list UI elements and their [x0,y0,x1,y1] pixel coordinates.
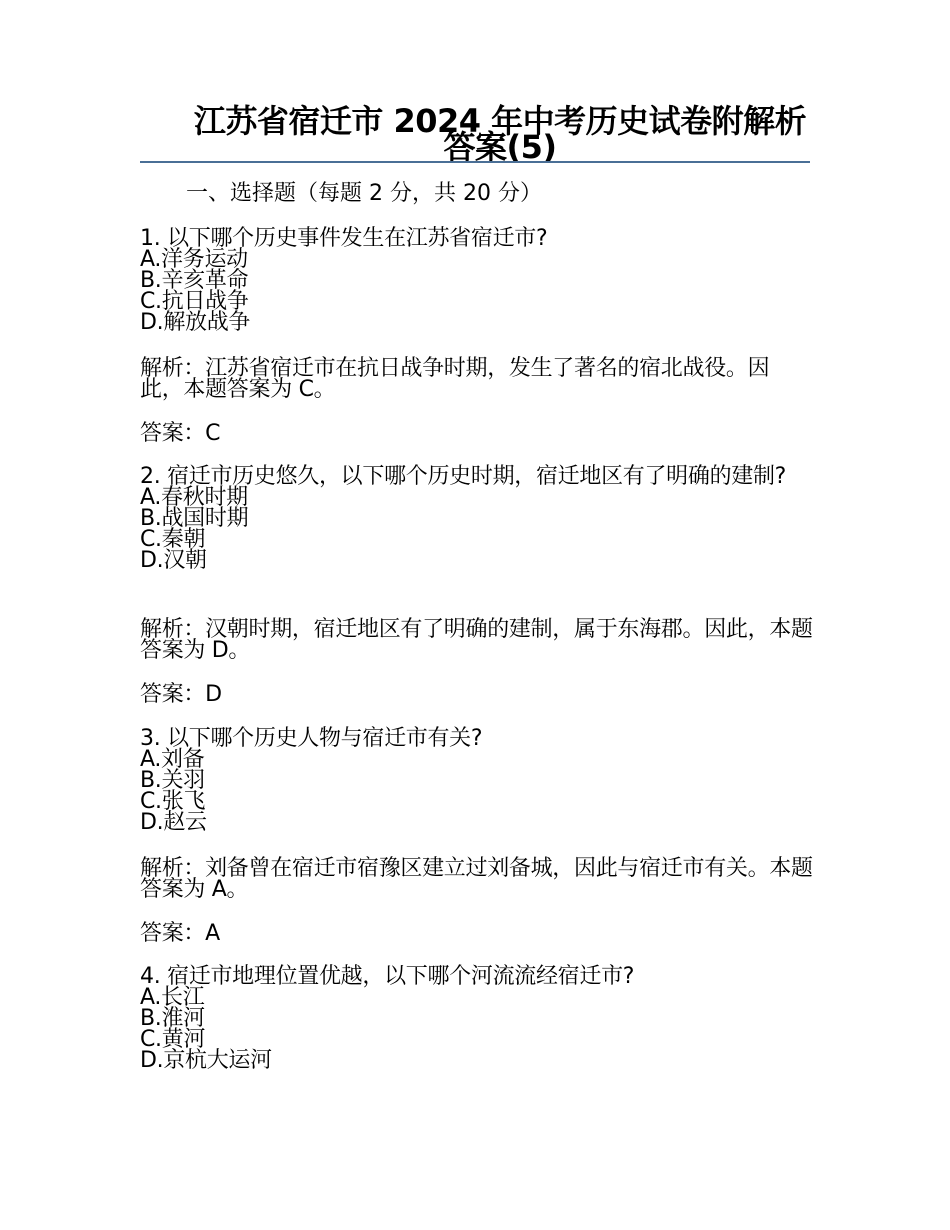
option-b: B.辛亥革命 [140,268,249,293]
option-b: B.战国时期 [140,506,249,531]
option-c: C.黄河 [140,1027,206,1052]
title-divider [140,161,810,163]
analysis-2 [140,619,820,661]
option-d: D.汉朝 [140,548,207,573]
question-text: 4. 宿迁市地理位置优越，以下哪个河流流经宿迁市? [140,964,635,989]
question-text: 1. 以下哪个历史事件发生在江苏省宿迁市? [140,226,548,251]
option-b: B.淮河 [140,1006,205,1031]
answer-1 [140,423,820,444]
option-a: A.春秋时期 [140,485,248,510]
analysis-text: 解析：汉朝时期，宿迁地区有了明确的建制，属于东海郡。因此，本题答案为 D。 [140,617,813,663]
option-a: A.洋务运动 [140,247,248,272]
question-1 [140,228,820,333]
question-text: 3. 以下哪个历史人物与宿迁市有关? [140,726,483,751]
question-4 [140,966,820,1071]
option-a: A.刘备 [140,747,205,772]
option-d: D.解放战争 [140,310,251,335]
answer-text: 答案：A [140,921,220,946]
answer-text: 答案：C [140,421,221,446]
section-heading: 一、选择题（每题 2 分，共 20 分） [186,181,542,206]
option-d: D.赵云 [140,810,207,835]
question-2 [140,466,800,571]
option-c: C.秦朝 [140,527,206,552]
option-c: C.抗日战争 [140,289,249,314]
analysis-text: 解析：江苏省宿迁市在抗日战争时期，发生了著名的宿北战役。因此，本题答案为 C。 [140,356,770,402]
answer-text: 答案：D [140,682,222,707]
option-a: A.长江 [140,985,205,1010]
option-b: B.关羽 [140,768,205,793]
option-d: D.京杭大运河 [140,1048,272,1073]
answer-3 [140,923,820,944]
document-title: 江苏省宿迁市 2024 年中考历史试卷附解析答案(5) [193,102,807,166]
question-text: 2. 宿迁市历史悠久，以下哪个历史时期，宿迁地区有了明确的建制? [140,464,787,489]
analysis-text: 解析：刘备曾在宿迁市宿豫区建立过刘备城，因此与宿迁市有关。本题答案为 A。 [140,856,813,902]
answer-2 [140,684,820,705]
analysis-3 [140,858,820,900]
option-c: C.张飞 [140,789,206,814]
question-3 [140,728,820,833]
analysis-1 [140,358,800,400]
